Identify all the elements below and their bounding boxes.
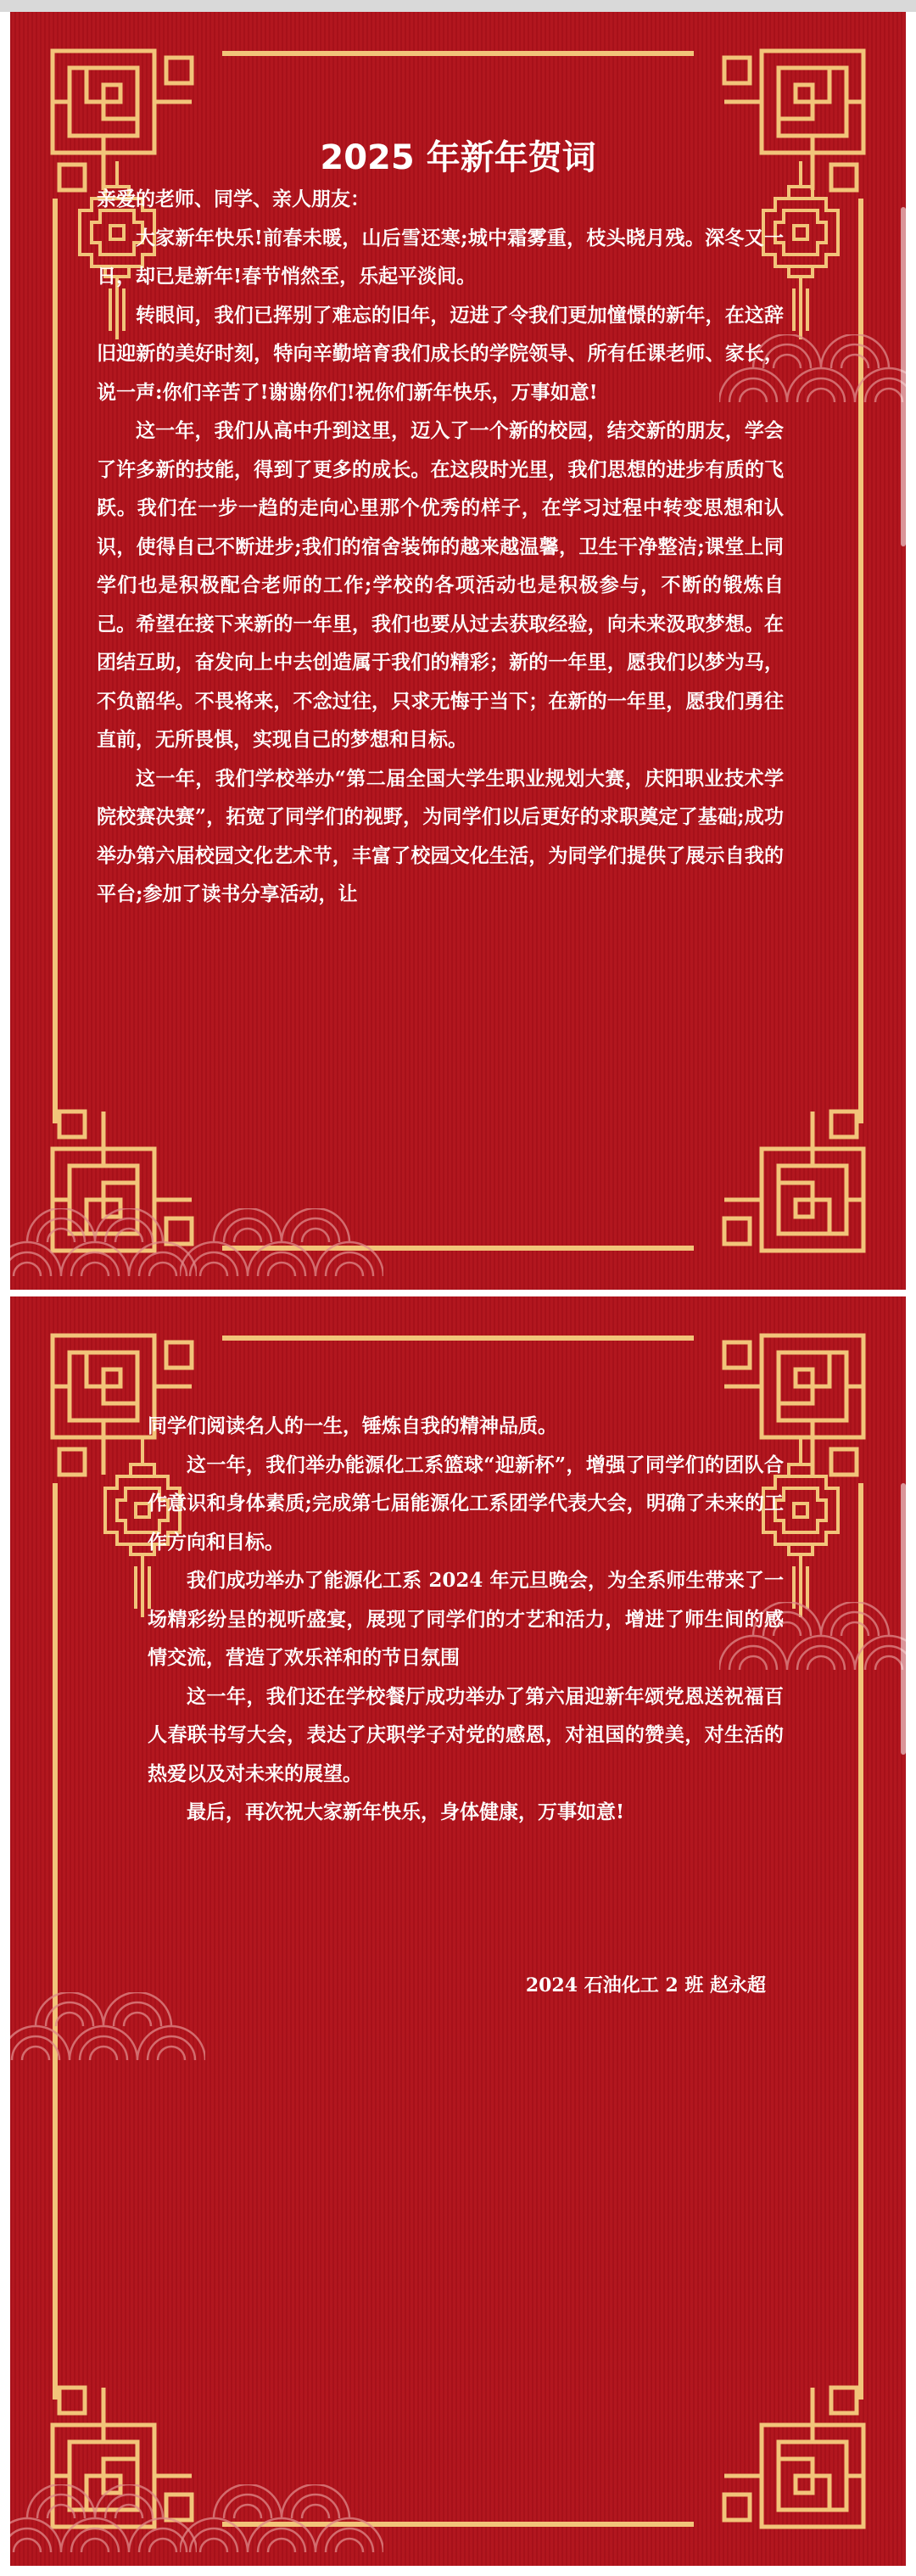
letter-page-1[interactable] <box>10 12 906 1290</box>
letter-paragraph: 这一年，我们从高中升到这里，迈入了一个新的校园，结交新的朋友，学会了许多新的技能，得到了更多的成长。在这段时光里，我们思想的进步有质的飞跃。我们在一步一趋的走向心里那个优秀的样子，在学习过程中转变思想和认识，使得自己不断进步;我们的宿舍装饰的越来越温馨，卫生干净整洁;课堂上同学们也是积极配合老师的工作;学校的各项活动也是积极参与，不断的锻炼自己。希望在接下来新的一年里，我们也要从过去获取经验，向未来汲取梦想。在团结互助，奋发向上中去创造属于我们的精彩；新的一年里，愿我们以梦为马，不负韶华。不畏将来，不念过往，只求无悔于当下；在新的一年里，愿我们勇往直前，无所畏惧，实现自己的梦想和目标。 <box>97 419 784 751</box>
letter-paragraph: 这一年，我们学校举办“第二届全国大学生职业规划大赛，庆阳职业技术学院校赛决赛”，拓宽了同学们的视野，为同学们以后更好的求职奠定了基础;成功举办第六届校园文化艺术节，丰富了校园文化生活，为同学们提供了展示自我的平台;参加了读书分享活动，让 <box>97 766 784 905</box>
letter-signature: 2024 石油化工 2 班 赵永超 <box>525 1974 766 1996</box>
letter-paragraph: 大家新年快乐!前春未暖，山后雪还寒;城中霜雾重，枝头晓月残。深冬又一日，却已是新年!春节悄然至，乐起平淡间。 <box>97 226 784 288</box>
letter-title: 2025 年新年贺词 <box>320 138 596 177</box>
letter-paragraph: 最后，再次祝大家新年快乐，身体健康，万事如意! <box>187 1800 625 1823</box>
letter-page-2[interactable] <box>10 1296 906 2566</box>
cloud-wave-pattern <box>180 1208 383 1285</box>
cloud-wave-pattern <box>180 2484 383 2561</box>
frame-top-line <box>222 1336 694 1341</box>
cloud-wave-pattern <box>10 1208 197 1285</box>
top-strip <box>0 0 916 12</box>
letter-paragraph: 我们成功举办了能源化工系 2024 年元旦晚会，为全系师生带来了一场精彩纷呈的视听盛宴，展现了同学们的才艺和活力，增进了师生间的感情交流，营造了欢乐祥和的节日氛围 <box>148 1569 784 1669</box>
scrollbar[interactable] <box>901 1483 906 1755</box>
letter-greeting: 亲爱的老师、同学、亲人朋友： <box>97 188 370 210</box>
corner-knot-ornament <box>716 2379 869 2532</box>
frame-left-line <box>53 199 58 1123</box>
letter-paragraph-continuation: 同学们阅读名人的一生，锤炼自我的精神品质。 <box>148 1414 557 1437</box>
frame-top-line <box>222 51 694 56</box>
letter-paragraph: 这一年，我们举办能源化工系篮球“迎新杯”，增强了同学们的团队合作意识和身体素质;完成第七届能源化工系团学代表大会，明确了未来的工作方向和目标。 <box>148 1453 784 1554</box>
corner-knot-ornament <box>716 1103 869 1256</box>
letter-body-page-1 <box>97 180 784 914</box>
cloud-wave-pattern <box>10 1992 205 2069</box>
cloud-wave-pattern <box>10 2484 197 2561</box>
letter-paragraph: 转眼间，我们已挥别了难忘的旧年，迈进了令我们更加憧憬的新年，在这辞旧迎新的美好时刻，特向辛勤培育我们成长的学院领导、所有任课老师、家长，说一声:你们辛苦了!谢谢你们!祝你们新年快乐，万事如意! <box>97 303 784 404</box>
frame-left-line <box>53 1483 58 2400</box>
scrollbar[interactable] <box>901 207 906 546</box>
letter-paragraph: 这一年，我们还在学校餐厅成功举办了第六届迎新年颂党恩送祝福百人春联书写大会，表达了庆职学子对党的感恩，对祖国的赞美，对生活的热爱以及对未来的展望。 <box>148 1684 784 1785</box>
letter-body-page-2 <box>148 1407 784 1832</box>
